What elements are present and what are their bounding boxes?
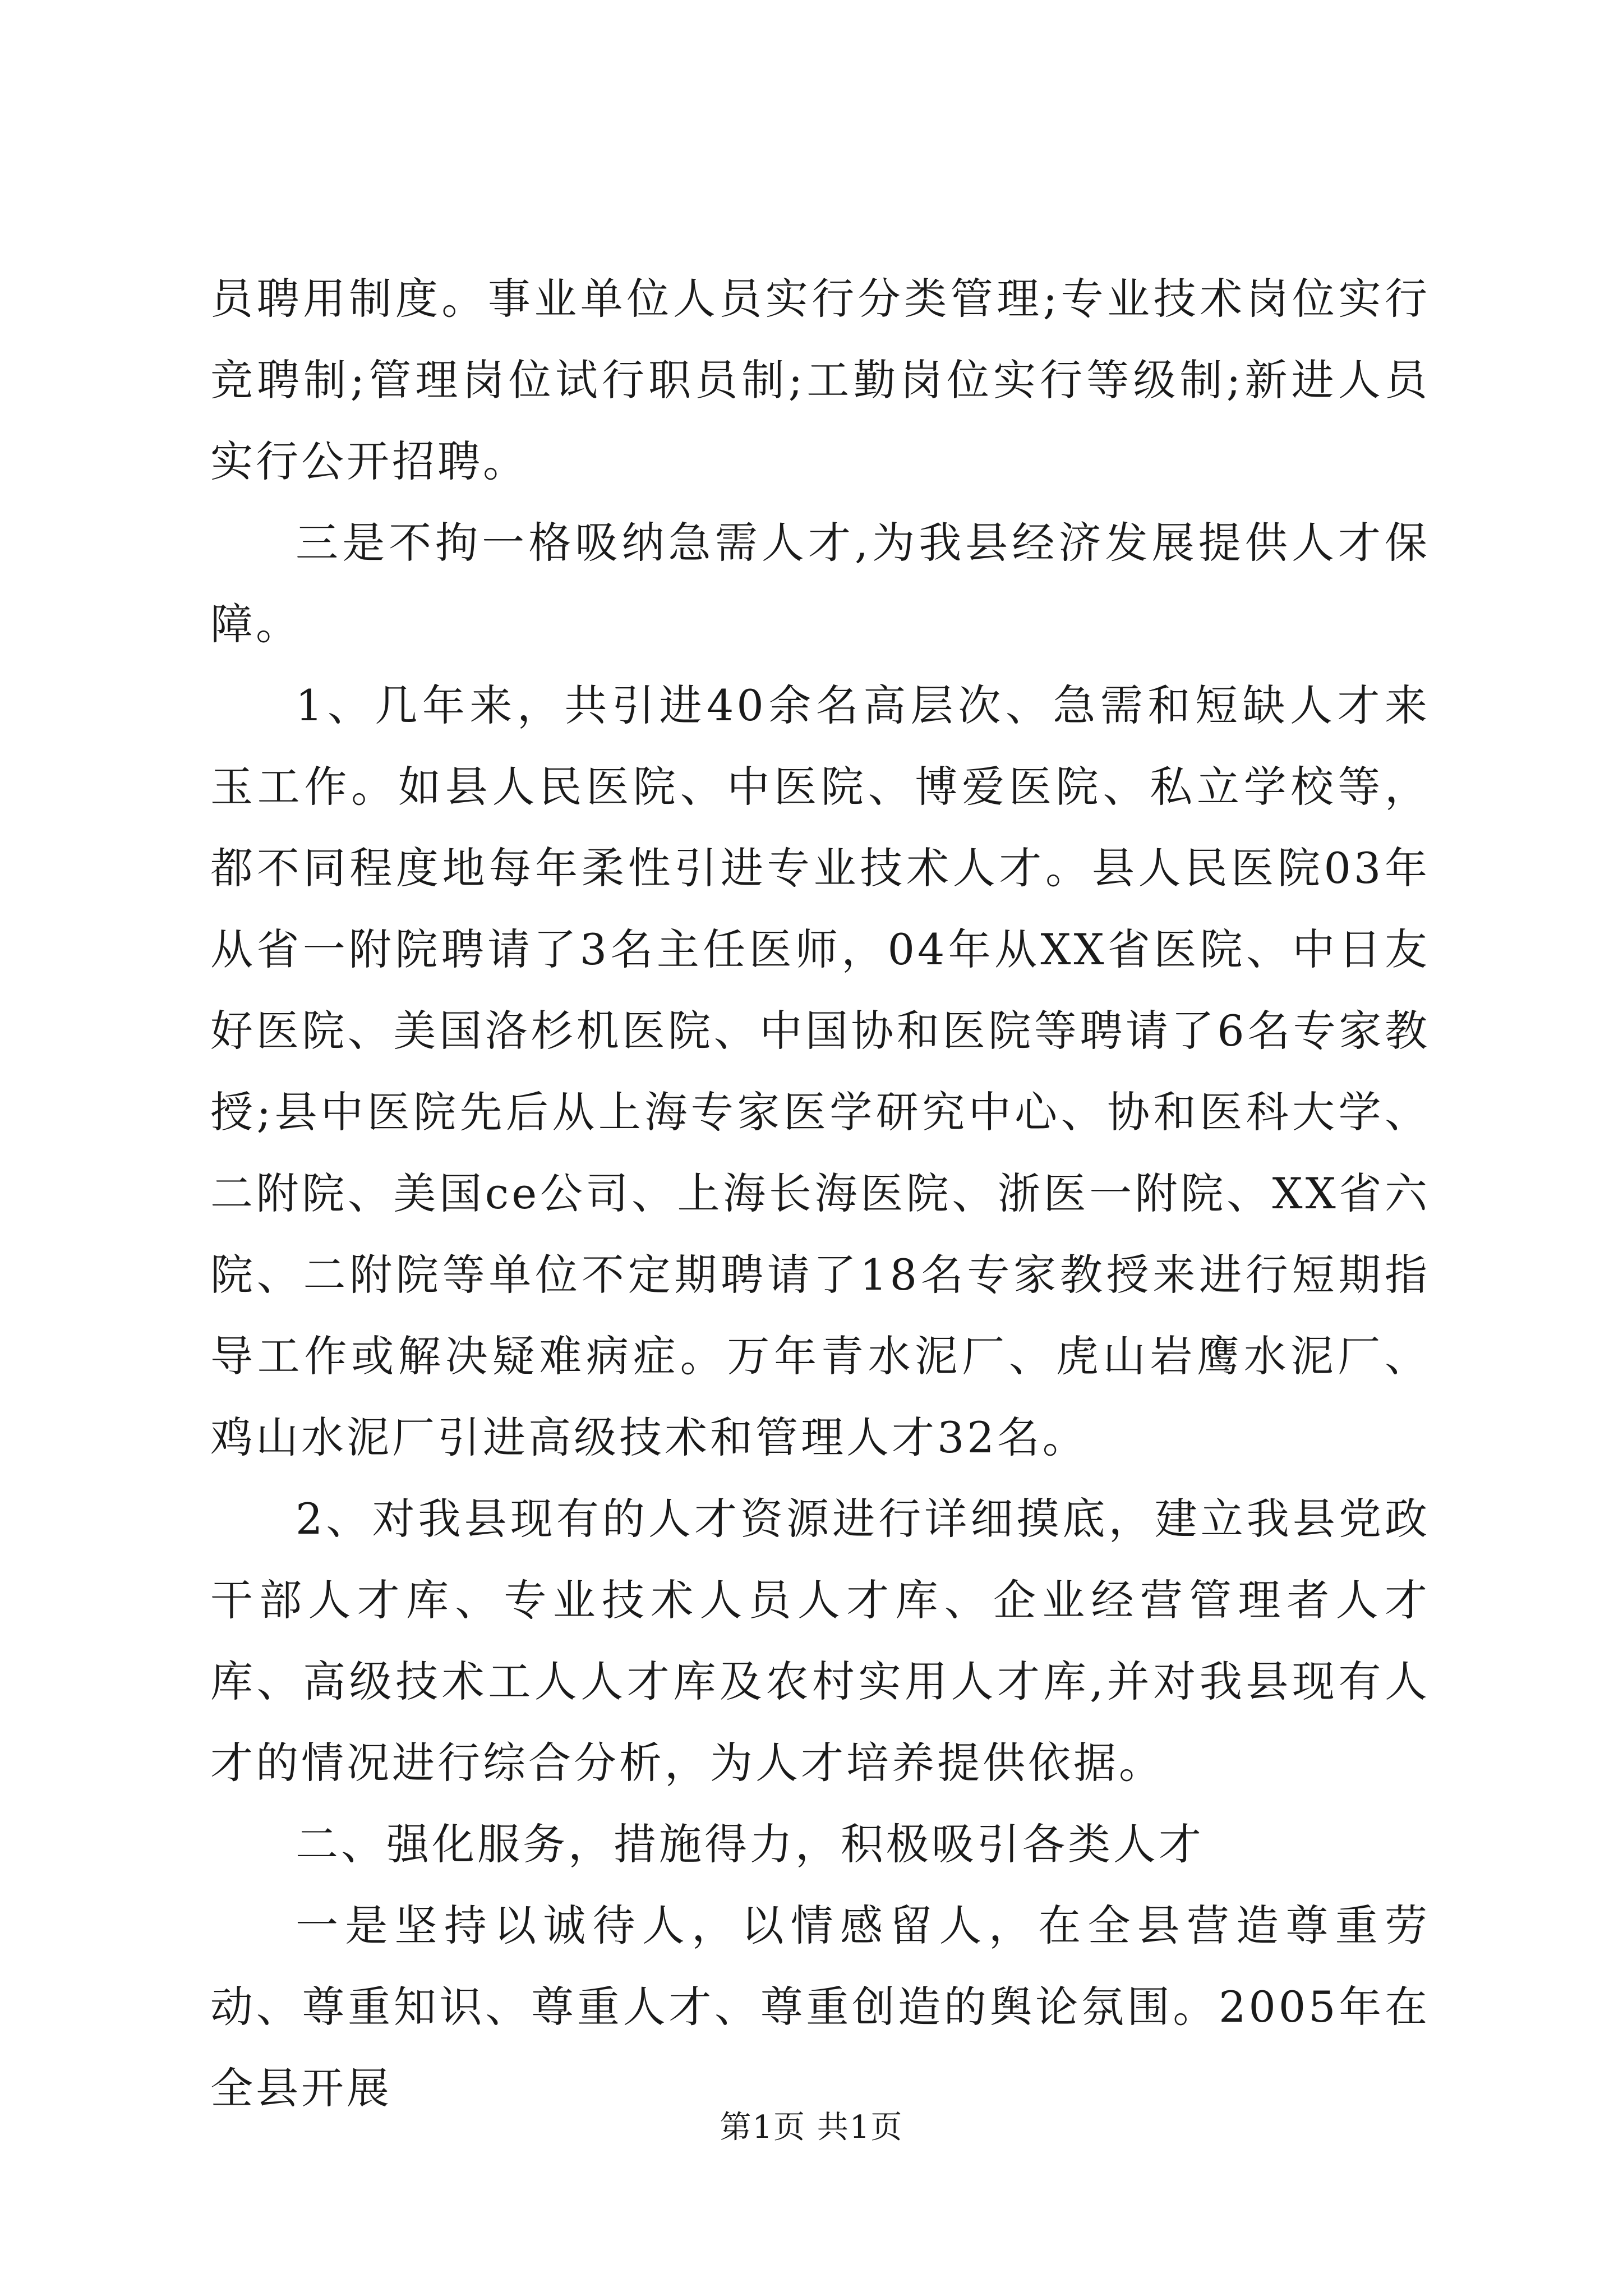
paragraph-continuation: 员聘用制度。事业单位人员实行分类管理;专业技术岗位实行竞聘制;管理岗位试行职员制;工勤岗位实行等级制;新进人员实行公开招聘。 xyxy=(210,274,1430,486)
paragraph-item-1: 1、几年来，共引进40余名高层次、急需和短缺人才来玉工作。如县人民医院、中医院、博爱医院、私立学校等，都不同程度地每年柔性引进专业技术人才。县人民医院03年从省一附院聘请了3名主任医师，04年从XX省医院、中日友好医院、美国洛杉机医院、中国协和医院等聘请了6名专家教授;县中医院先后从上海专家医学研究中心、协和医科大学、二附院、美国ce公司、上海长海医院、浙医一附院、XX省六院、二附院等单位不定期聘请了18名专家教授来进行短期指导工作或解决疑难病症。万年青水泥厂、虎山岩鹰水泥厂、鸡山水泥厂引进高级技术和管理人才32名。 xyxy=(210,680,1430,1462)
page-footer: 第1页 共1页 xyxy=(720,2109,903,2146)
paragraph-item-2: 2、对我县现有的人才资源进行详细摸底，建立我县党政干部人才库、专业技术人员人才库、企业经营管理者人才库、高级技术工人人才库及农村实用人才库,并对我县现有人才的情况进行综合分析，为人才培养提供依据。 xyxy=(210,1494,1430,1788)
document-body xyxy=(210,258,1430,2129)
paragraph-sincerity: 一是坚持以诚待人，以情感留人，在全县营造尊重劳动、尊重知识、尊重人才、尊重创造的舆论氛围。2005年在全县开展 xyxy=(210,1901,1430,2113)
paragraph-talent-intake: 三是不拘一格吸纳急需人才,为我县经济发展提供人才保障。 xyxy=(210,518,1430,649)
section-heading: 二、强化服务，措施得力，积极吸引各类人才 xyxy=(296,1819,1204,1869)
